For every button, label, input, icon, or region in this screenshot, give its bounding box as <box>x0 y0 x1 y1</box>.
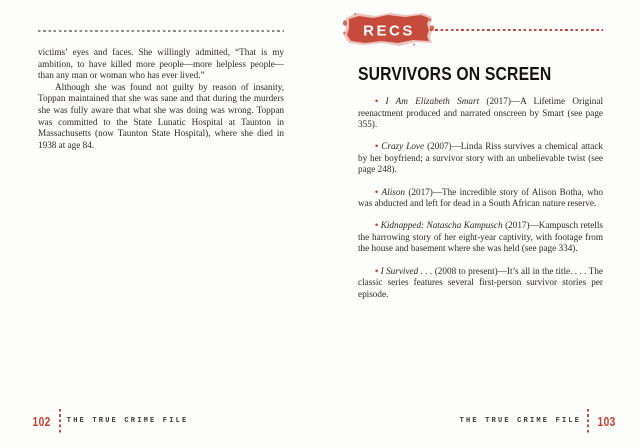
item-title: Crazy Love <box>381 141 425 152</box>
page-number: 102 <box>32 413 51 429</box>
item-text: (2008 to present)—It’s all in the title. . . . The classic series features several first-person survivor stories per episode. <box>358 265 603 299</box>
item-text: (2017)—The incredible story of Alison Botha, who was abducted and left for dead in a South African nature reserve. <box>358 186 603 209</box>
dashed-divider-right <box>430 29 603 31</box>
item-text: (2017)—A Lifetime Original reenactment produced and narrated onscreen by Smart (see page 355). <box>358 96 604 130</box>
stamp-graphic <box>343 12 435 47</box>
list-item <box>358 220 603 255</box>
stamp-splatter <box>429 19 432 22</box>
bullet-marker: • <box>375 96 379 106</box>
list-item <box>358 96 603 131</box>
item-text: (2017)—Kampusch retells the harrowing story of her eight-year captivity, with footage from the house and basement where she was held (see page 334). <box>358 220 603 254</box>
stamp-splatter <box>354 13 356 15</box>
book-title: THE TRUE CRIME FILE <box>459 417 582 425</box>
dashed-divider-left <box>38 30 284 32</box>
bullet-marker: • <box>375 141 379 152</box>
page-number: 103 <box>597 413 616 429</box>
left-page <box>32 0 284 448</box>
right-page <box>358 0 616 448</box>
paragraph: Although she was found not guilty by reason of insanity, Toppan maintained that she was sane and that during the murders she was fully aware that what she was doing was wrong. Toppan was committed to the State Lunatic Hospital at Taunton in Massachusetts (now Taunton State Hospital), where she died in 1938 at age 84. <box>38 81 284 150</box>
stamp-splatter <box>343 32 346 35</box>
paragraph: victims’ eyes and faces. She willingly admitted, “That is my ambition, to have killed more people—more helpless people—than any man or woman who has ever lived.” <box>38 47 284 81</box>
item-title: Kidnapped: Natascha Kampusch <box>380 220 503 231</box>
item-title: I Am Elizabeth Smart <box>385 96 480 106</box>
footer-left <box>30 408 188 434</box>
section-heading: SURVIVORS ON SCREEN <box>358 63 552 84</box>
item-text: (2007)—Linda Riss survives a chemical attack by her boyfriend; a survivor story with an unbelievable twist (see page 248). <box>358 141 604 175</box>
bullet-marker: • <box>375 186 379 197</box>
stamp-label: RECS <box>363 22 415 40</box>
recs-list <box>358 96 603 311</box>
footer-divider <box>587 409 589 433</box>
footer-right <box>460 408 618 434</box>
stamp-splatter <box>343 20 347 26</box>
footer-divider <box>59 409 61 433</box>
book-title: THE TRUE CRIME FILE <box>66 417 189 425</box>
list-item <box>358 141 603 176</box>
left-page-body <box>38 47 284 151</box>
stamp-splatter <box>413 44 415 46</box>
list-item <box>358 266 603 301</box>
bullet-marker: • <box>375 265 379 276</box>
recs-stamp <box>343 12 435 47</box>
item-title: I Survived . . . <box>380 265 433 276</box>
item-title: Alison <box>381 186 406 197</box>
bullet-marker: • <box>375 220 379 231</box>
list-item <box>358 187 603 210</box>
